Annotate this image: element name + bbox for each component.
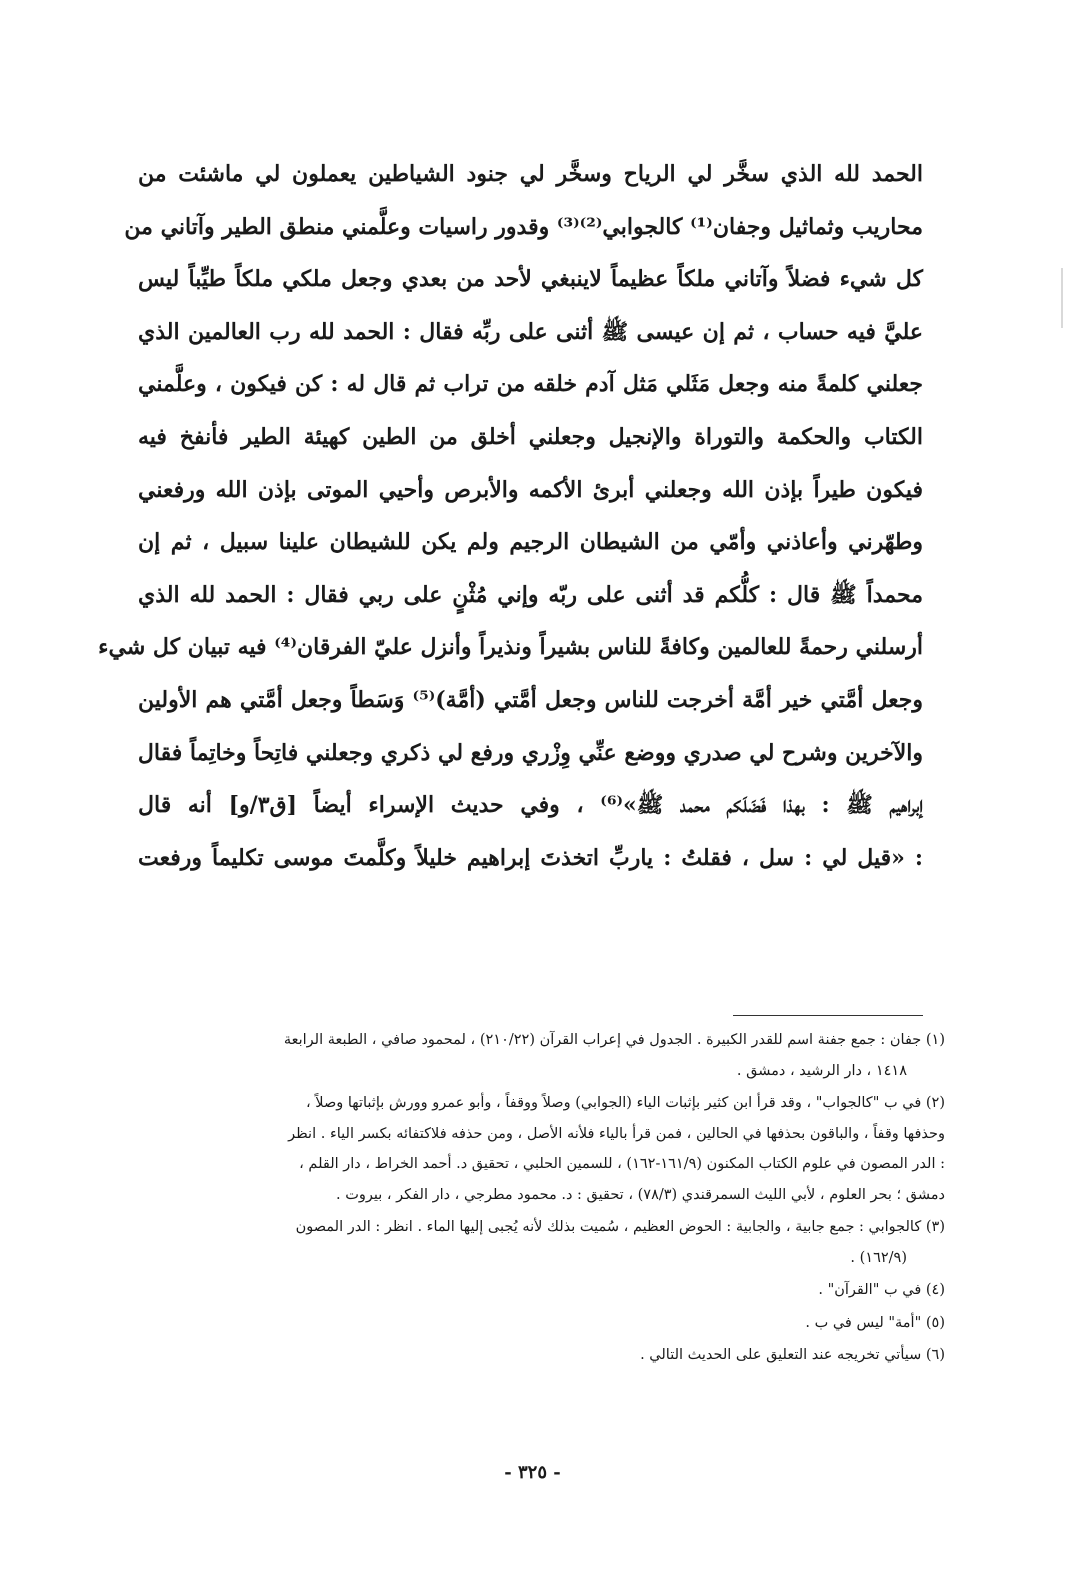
main-text-line: وطهّرني وأعاذني وأمّي من الشيطان الرجيم ولم يكن للشيطان علينا سبيل ، ثم إن — [138, 529, 923, 556]
main-text-block — [98, 148, 923, 884]
main-text-line: عليَّ فيه حساب ، ثم إن عيسى ﷺ أثنى على ربِّه فقال : الحمد لله رب العالمين الذي — [138, 318, 923, 345]
scan-artifact — [1061, 268, 1063, 328]
footnote-4 — [135, 1275, 945, 1306]
footnote-line: : الدر المصون في علوم الكتاب المكنون (١٦١/٩-١٦٢) ، للسمين الحلبي ، تحقيق د. أحمد الخراط ، دار القلم ، — [299, 1156, 945, 1172]
footnote-5 — [135, 1308, 945, 1339]
footnote-6 — [135, 1340, 945, 1371]
footnote-line: (١٦٢/٩) . — [850, 1249, 907, 1266]
footnote-1 — [135, 1025, 945, 1086]
footnote-line: (٣) كالجوابي : جمع جابية ، والجابية : الحوض العظيم ، سُميت بذلك لأنه يُجبى إليها الماء . انظر : الدر المصون — [295, 1219, 945, 1235]
footnotes-block — [135, 1025, 945, 1371]
main-text-line: أرسلني رحمةً للعالمين وكافةً للناس بشيراً ونذيراً وأنزل عليّ الفرقان⁽⁴⁾ فيه تبيان كل شيء — [98, 634, 923, 661]
footnote-line: ١٤١٨ ، دار الرشيد ، دمشق . — [736, 1062, 907, 1079]
footnote-line: (١) جفان : جمع جفنة اسم للقدر الكبيرة . الجدول في إعراب القرآن (٢١٠/٢٢) ، لمحمود صافي ، الطبعة الرابعة — [283, 1032, 945, 1048]
main-text-line: جعلني كلمةً منه وجعل مَثَلي مَثل آدم خلقه من تراب ثم قال له : كن فيكون ، وعلَّمني — [138, 371, 923, 398]
footnote-line: (٥) "أمة" ليس في ب . — [805, 1314, 945, 1331]
footnote-line: وحذفها وقفاً ، والباقون بحذفها في الحالين ، فمن قرأ بالياء فلأنه الأصل ، ومن حذفه فلاكتفائه بكسر الياء . انظر — [288, 1125, 945, 1142]
main-text-line: إبراهيم ﷺ : بهذا فَضَلَكم محمد ﷺ»⁽⁶⁾ ، وفي حديث الإسراء أيضاً [ق٣/و] أنه قال — [138, 792, 923, 819]
footnote-3 — [135, 1212, 945, 1273]
main-text-line: محمداً ﷺ قال : كلُّكم قد أثنى على ربّه وإني مُثْنٍ على ربي فقال : الحمد لله الذي — [138, 581, 923, 608]
main-text-line: الكتاب والحكمة والتوراة والإنجيل وجعلني أخلق من الطين كهيئة الطير فأنفخ فيه — [138, 423, 923, 450]
main-text-line: كل شيء فضلاً وآتاني ملكاً عظيماً لاينبغي لأحد من بعدي وجعل ملكي ملكاً طيِّباً ليس — [138, 266, 923, 293]
footnote-line: (٢) في ب "كالجواب" ، وقد قرأ ابن كثير بإثبات الياء (الجوابي) وصلاً ووقفاً ، وأبو عمرو وورش بإثباتها وصلاً ، — [306, 1095, 945, 1111]
footnote-2 — [135, 1088, 945, 1210]
main-text-line: : «قيل لي : سل ، فقلتُ : ياربِّ اتخذتَ إبراهيم خليلاً وكلَّمتَ موسى تكليماً ورفعت — [138, 844, 923, 871]
footnote-line: (٦) سيأتي تخريجه عند التعليق على الحديث التالي . — [640, 1347, 945, 1363]
main-text-line: وجعل أمَّتي خير أمَّة أخرجت للناس وجعل أمَّتي (أمَّة)⁽⁵⁾ وَسَطاً وجعل أمَّتي هم الأولين — [138, 686, 923, 713]
main-text-line: فيكون طيراً بإذن الله وجعلني أبرئ الأكمه والأبرص وأحيي الموتى بإذن الله ورفعني — [138, 476, 923, 503]
main-text-line: محاريب وثماثيل وجفان⁽¹⁾ كالجوابي⁽²⁾⁽³⁾ وقدور راسيات وعلَّمني منطق الطير وآتاني من — [124, 213, 923, 240]
footnote-line: دمشق ؛ بحر العلوم ، لأبي الليث السمرقندي (٧٨/٣) ، تحقيق : د. محمود مطرجي ، دار الفكر ، بيروت . — [336, 1186, 945, 1203]
footnote-separator — [733, 1015, 923, 1016]
footnote-line: (٤) في ب "القرآن" . — [818, 1282, 945, 1298]
main-text-line: الحمد لله الذي سخَّر لي الرياح وسخَّر لي جنود الشياطين يعملون لي ماشئت من — [138, 161, 923, 187]
page-number: - ٣٢٥ - — [504, 1462, 561, 1483]
main-text-line: والآخرين وشرح لي صدري ووضع عنِّي وِزْري ورفع لي ذكري وجعلني فاتِحاً وخاتِماً فقال — [137, 739, 923, 766]
